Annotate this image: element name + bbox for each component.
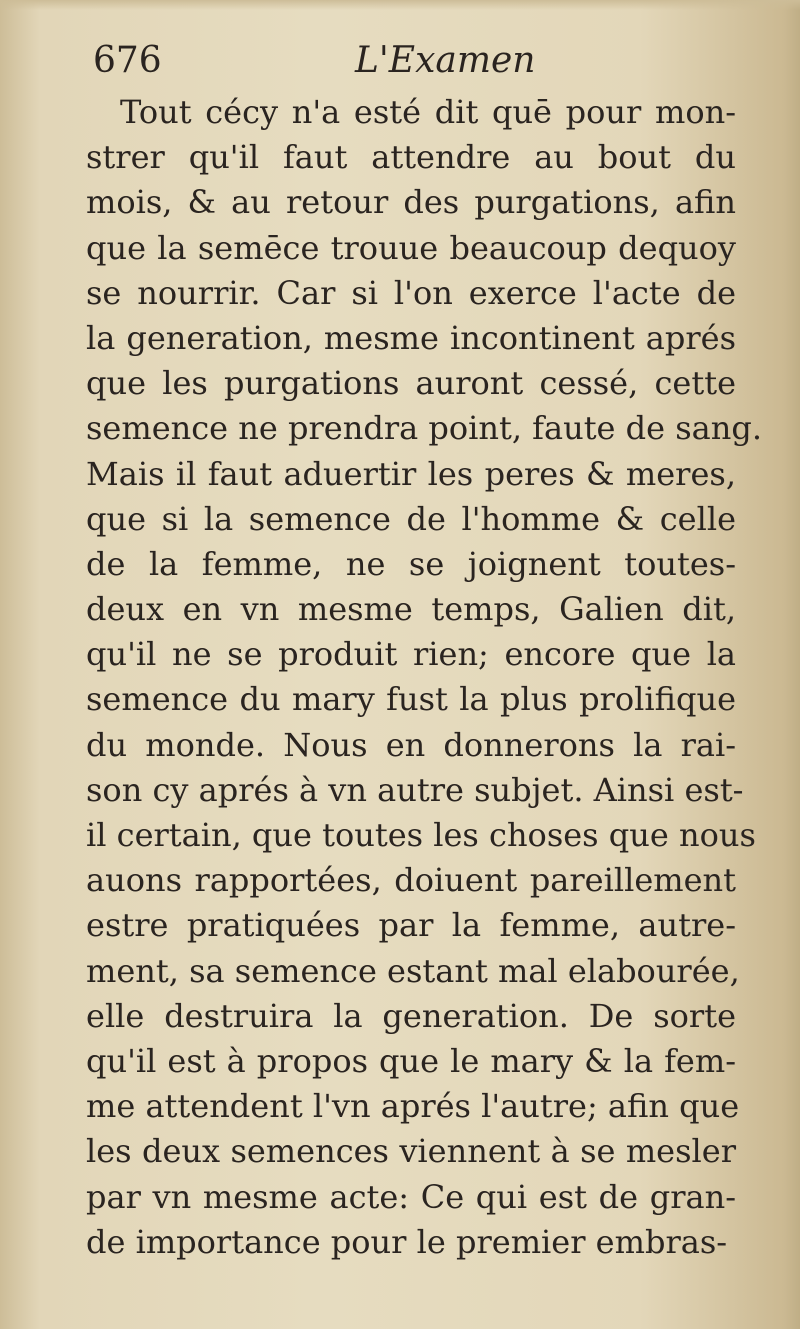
text-line: estre pratiquées par la femme, autre- — [86, 906, 736, 945]
text-line: du monde. Nous en donnerons la rai- — [86, 725, 736, 764]
text-line: elle destruira la generation. De sorte — [86, 996, 736, 1035]
text-line: me attendent l'vn aprés l'autre; afin que — [86, 1087, 740, 1126]
running-title: L'Examen — [355, 40, 536, 81]
text-line: par vn mesme acte: Ce qui est de gran- — [86, 1177, 736, 1216]
text-line: auons rapportées, doiuent pareillement — [86, 861, 736, 900]
text-line: semence du mary fust la plus prolifique — [86, 680, 736, 719]
text-line: de importance pour le premier embras- — [86, 1222, 728, 1261]
text-line: semence ne prendra point, faute de sang. — [86, 409, 763, 448]
text-line: se nourrir. Car si l'on exerce l'acte de — [86, 273, 736, 312]
text-line: il certain, que toutes les choses que nous — [86, 816, 756, 854]
page-header — [0, 38, 800, 88]
text-line: qu'il est à propos que le mary & la fem- — [86, 1041, 736, 1080]
text-line: que les purgations auront cessé, cette — [86, 364, 736, 403]
page-edge-shadow — [0, 0, 800, 10]
page-number: 676 — [93, 40, 162, 81]
text-line: qu'il ne se produit rien; encore que la — [86, 635, 736, 674]
text-line: les deux semences viennent à se mesler — [86, 1132, 736, 1171]
text-line: son cy aprés à vn autre subjet. Ainsi est- — [86, 770, 744, 809]
text-line: de la femme, ne se joignent toutes- — [86, 544, 736, 583]
text-line: deux en vn mesme temps, Galien dit, — [86, 590, 736, 629]
body-text — [86, 90, 763, 1265]
text-line: Tout cécy n'a esté dit quē pour mon- — [120, 93, 736, 131]
text-line: que si la semence de l'homme & celle — [86, 499, 736, 538]
text-line: ment, sa semence estant mal elabourée, — [86, 951, 740, 990]
text-line: Mais il faut aduertir les peres & meres, — [86, 454, 736, 493]
text-line: mois, & au retour des purgations, afin — [86, 183, 736, 222]
text-line: strer qu'il faut attendre au bout du — [86, 138, 736, 177]
text-line: la generation, mesme incontinent aprés — [86, 318, 736, 357]
text-line: que la semēce trouue beaucoup dequoy — [86, 228, 736, 267]
